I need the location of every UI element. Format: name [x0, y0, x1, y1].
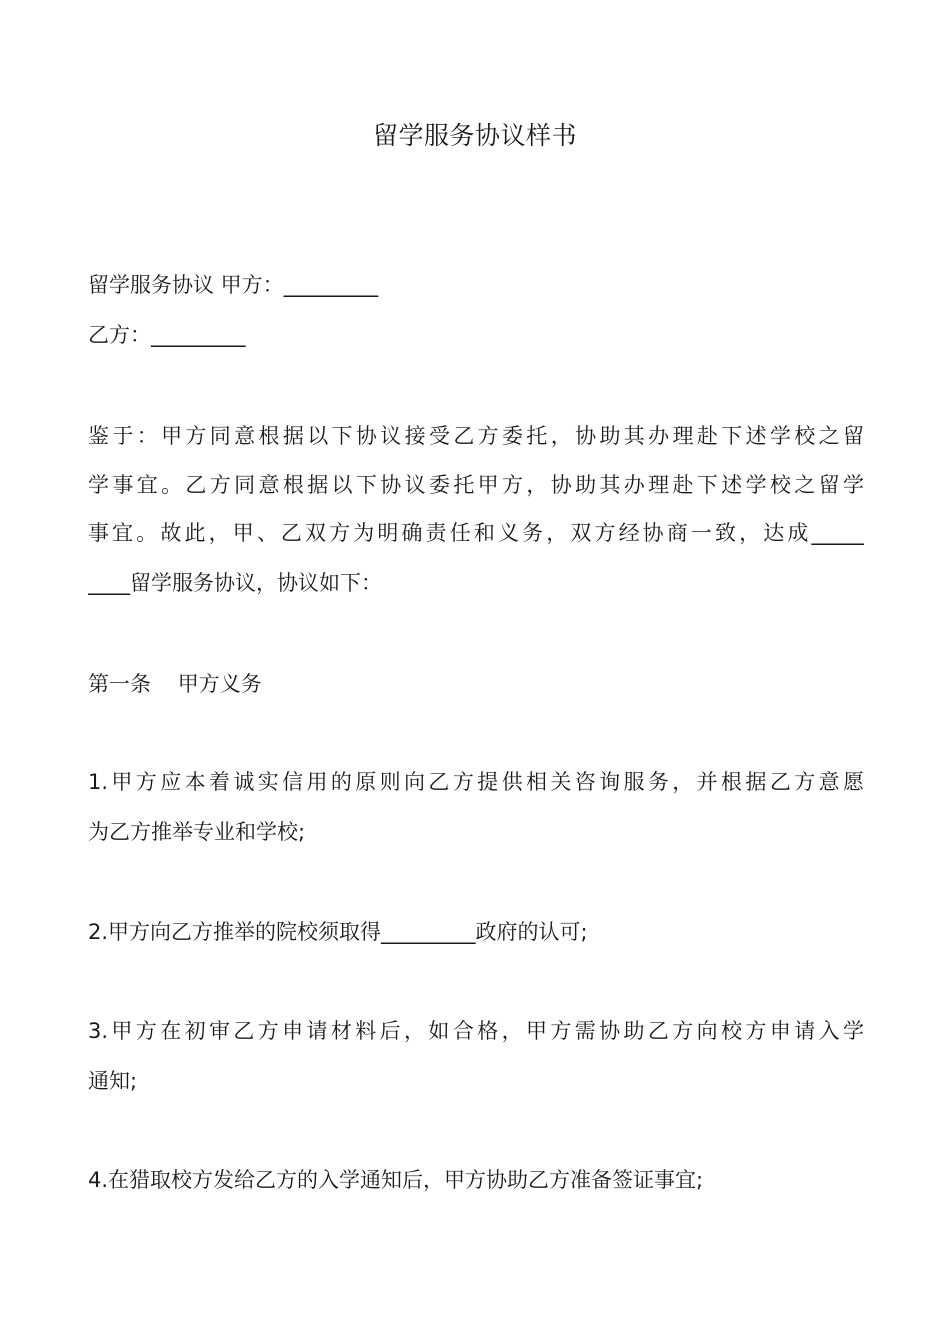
clause-1-line-2: 为乙方推举专业和学校; [88, 820, 306, 844]
party-a-line: 留学服务协议 甲方：_________ [88, 273, 379, 297]
article-1-heading: 第一条 甲方义务 [88, 672, 262, 696]
clause-1-line-1: 1.甲方应本着诚实信用的原则向乙方提供相关咨询服务，并根据乙方意愿 [88, 770, 864, 794]
document-title: 留学服务协议样书 [372, 121, 577, 150]
clause-4-line: 4.在猎取校方发给乙方的入学通知后，甲方协助乙方准备签证事宜; [88, 1168, 704, 1192]
party-b-line: 乙方：_________ [88, 323, 246, 347]
preamble-line-3: 事宜。故此，甲、乙双方为明确责任和义务，双方经协商一致，达成_____ [88, 521, 864, 545]
preamble-line-4: ____留学服务协议，协议如下： [88, 571, 382, 595]
preamble-line-2: 学事宜。乙方同意根据以下协议委托甲方，协助其办理赴下述学校之留学 [88, 473, 864, 497]
clause-3-line-2: 通知; [88, 1069, 138, 1093]
clause-3-line-1: 3.甲方在初审乙方申请材料后，如合格，甲方需协助乙方向校方申请入学 [88, 1019, 864, 1043]
clause-2-line: 2.甲方向乙方推举的院校须取得_________政府的认可; [88, 920, 588, 944]
preamble-line-1: 鉴于：甲方同意根据以下协议接受乙方委托，协助其办理赴下述学校之留 [88, 424, 864, 448]
